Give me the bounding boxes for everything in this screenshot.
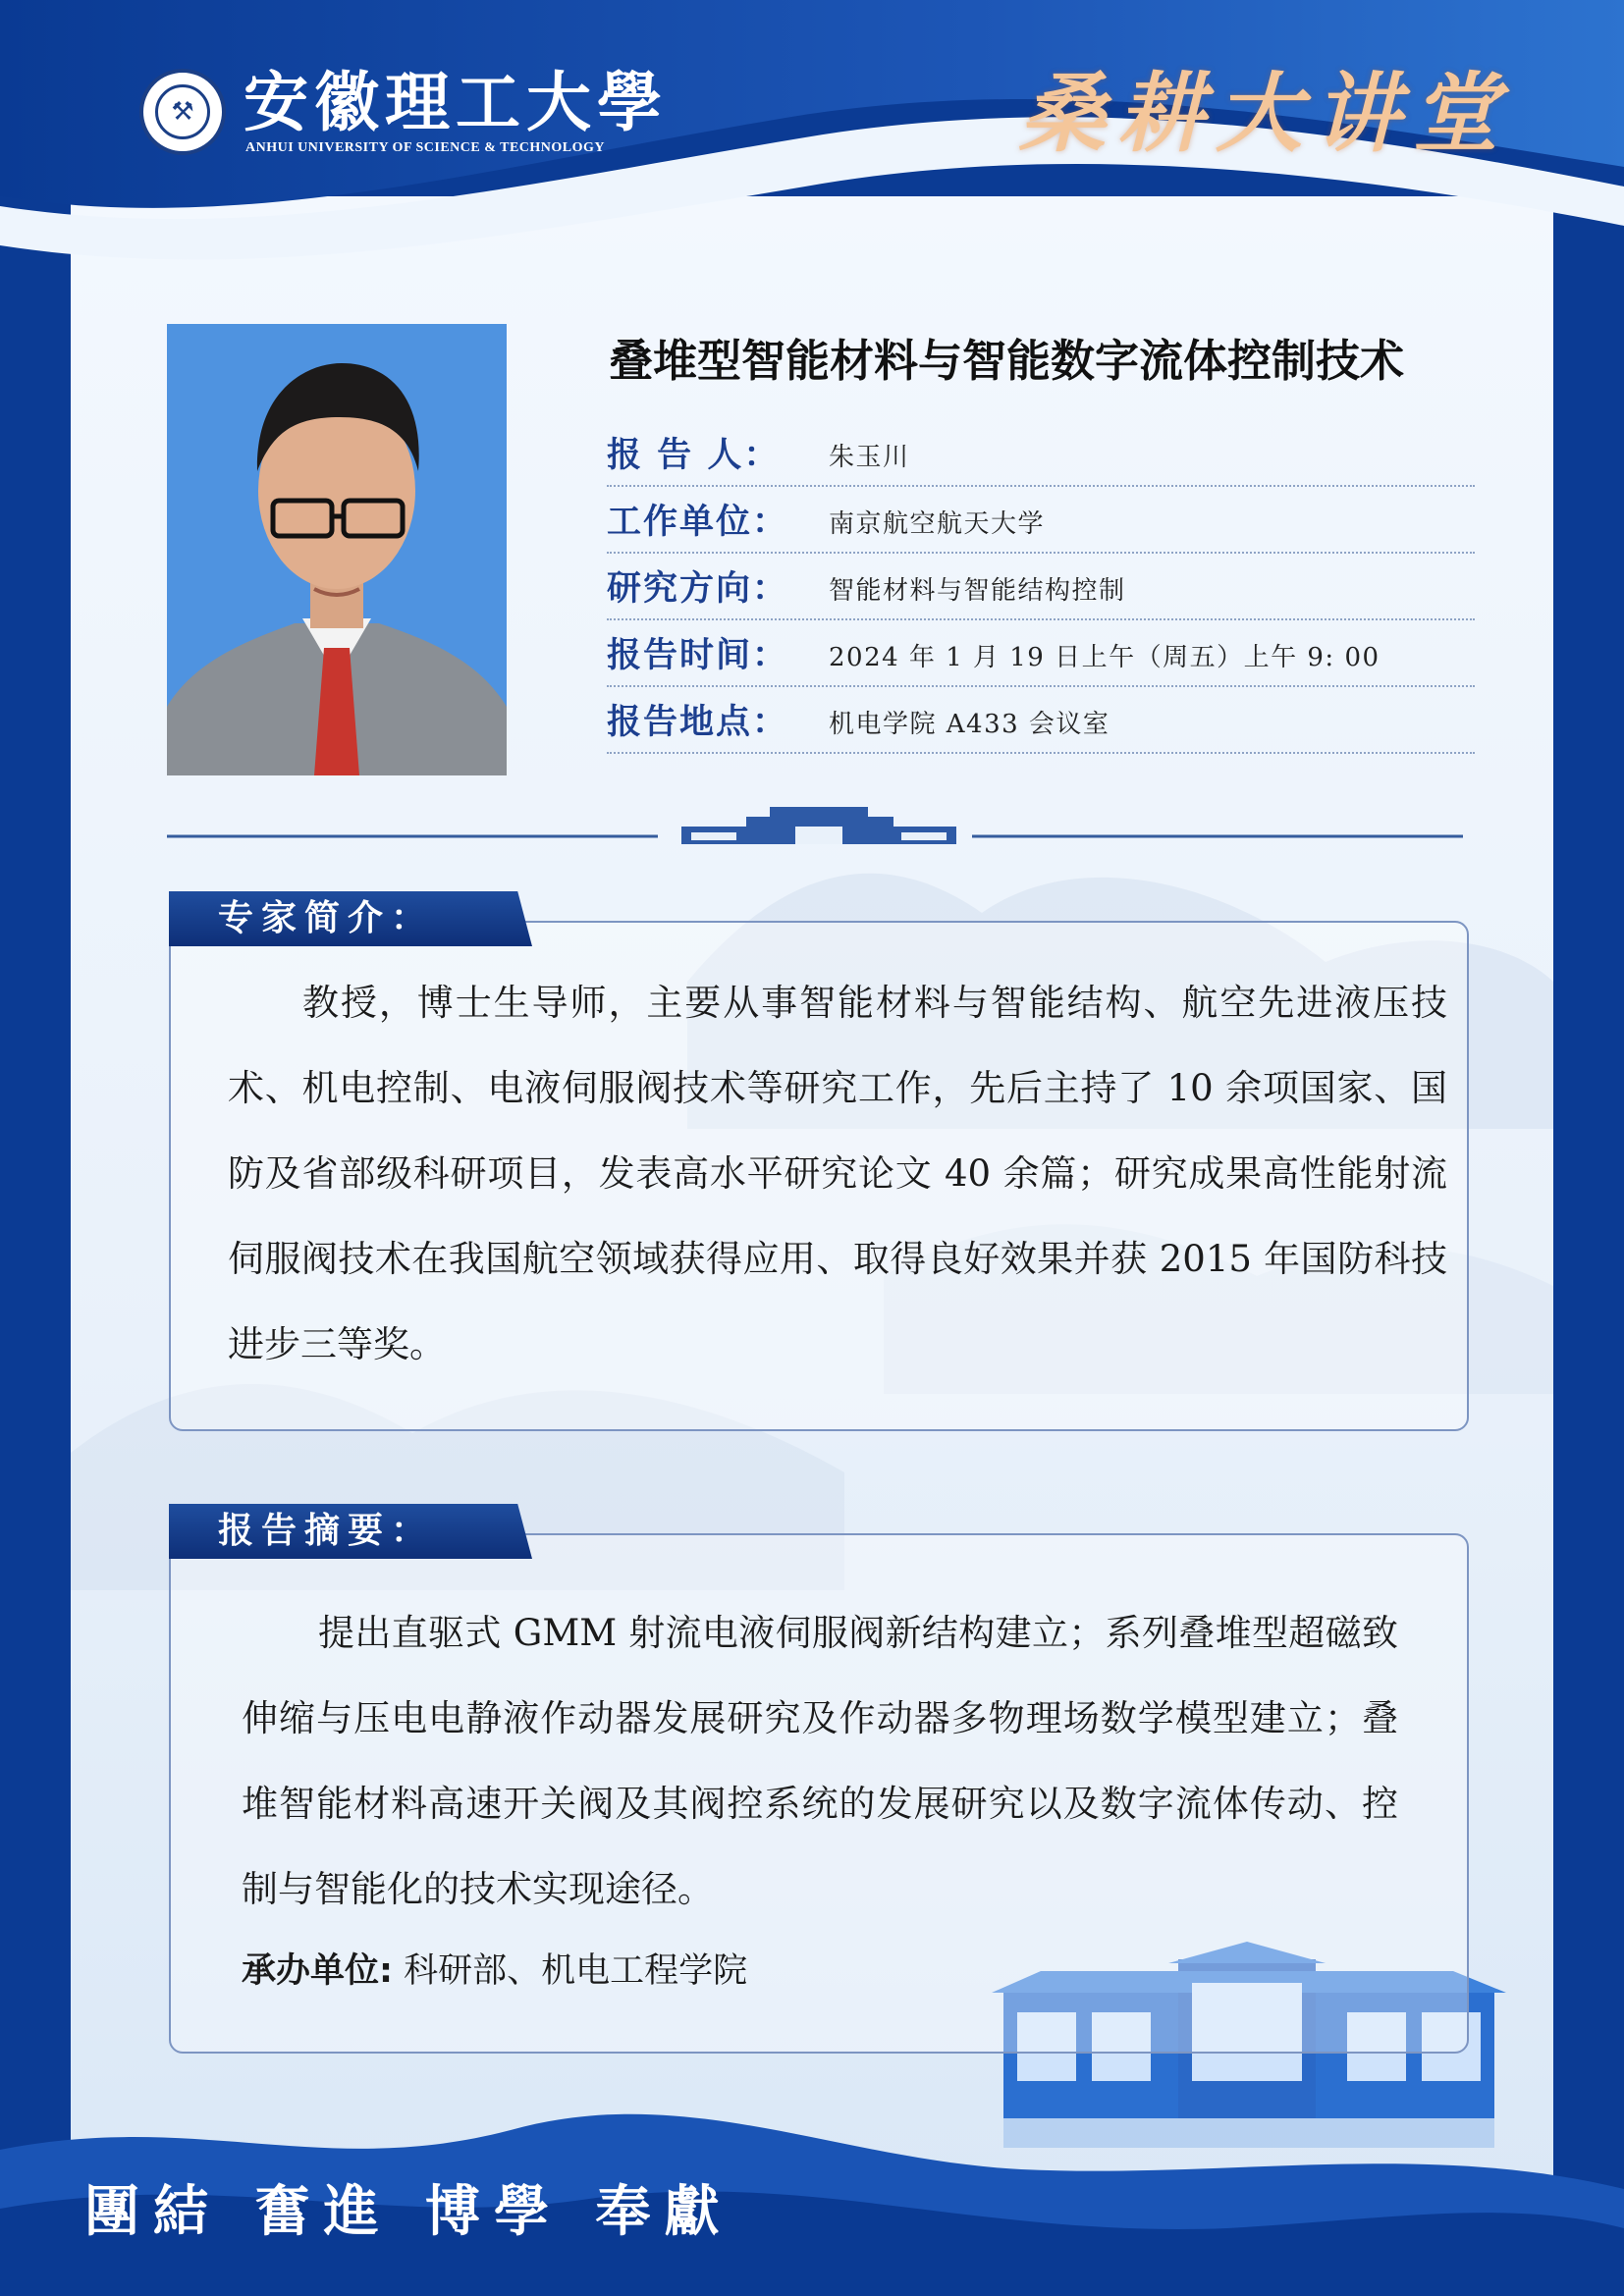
lecture-series-title: 桑耕大讲堂 [1019, 62, 1511, 164]
bio-text: 教授，博士生导师，主要从事智能材料与智能结构、航空先进液压技术、机电控制、电液伺服阀技术等研究工作，先后主持了 10 余项国家、国防及省部级科研项目，发表高水平研究论文 40 余篇；研究成果高性能射流伺服阀技术在我国航空领域获得应用、取得良好效果并获 2015 年国防科技进步三等奖。 [228, 982, 1447, 1365]
info-row-affiliation [607, 487, 1475, 554]
host-value: 科研部、机电工程学院 [404, 1951, 748, 1991]
info-value: 机电学院 A433 会议室 [829, 710, 1110, 739]
bio-heading: 专家简介： [218, 898, 435, 938]
info-label: 报告时间： [607, 636, 789, 675]
abstract-heading: 报告摘要： [218, 1511, 435, 1551]
info-label: 研究方向： [607, 569, 789, 609]
info-row-location [607, 687, 1475, 754]
info-value: 朱玉川 [829, 443, 910, 472]
info-row-speaker [607, 420, 1475, 487]
abstract-section-header [169, 1504, 542, 1561]
info-label: 报 告 人： [607, 436, 781, 475]
university-name-cn: 安徽理工大學 [244, 64, 668, 140]
hammer-pick-icon: ⚒ [155, 84, 210, 139]
university-seal-logo [139, 69, 226, 155]
info-value: 智能材料与智能结构控制 [829, 576, 1126, 606]
info-label: 工作单位： [607, 503, 789, 542]
info-value: 南京航空航天大学 [829, 509, 1046, 539]
info-row-research-field [607, 554, 1475, 620]
university-name-en: ANHUI UNIVERSITY OF SCIENCE & TECHNOLOGY [245, 140, 606, 155]
host-label: 承办单位: [242, 1951, 393, 1991]
abstract-text: 提出直驱式 GMM 射流电液伺服阀新结构建立；系列叠堆型超磁致伸缩与压电电静液作动器发展研究及作动器多物理场数学模型建立；叠堆智能材料高速开关阀及其阀控系统的发展研究以及数字流体传动、控制与智能化的技术实现途径。 [242, 1612, 1398, 1910]
host-unit [242, 1949, 747, 1993]
bio-section-header [169, 891, 542, 948]
speaker-photo [167, 324, 507, 775]
lecture-title: 叠堆型智能材料与智能数字流体控制技术 [609, 335, 1405, 387]
info-label: 报告地点： [607, 703, 789, 742]
info-row-time [607, 620, 1475, 687]
university-motto: 團結 奮進 博學 奉獻 [84, 2179, 733, 2244]
info-value: 2024 年 1 月 19 日上午（周五）上午 9: 00 [829, 643, 1380, 672]
